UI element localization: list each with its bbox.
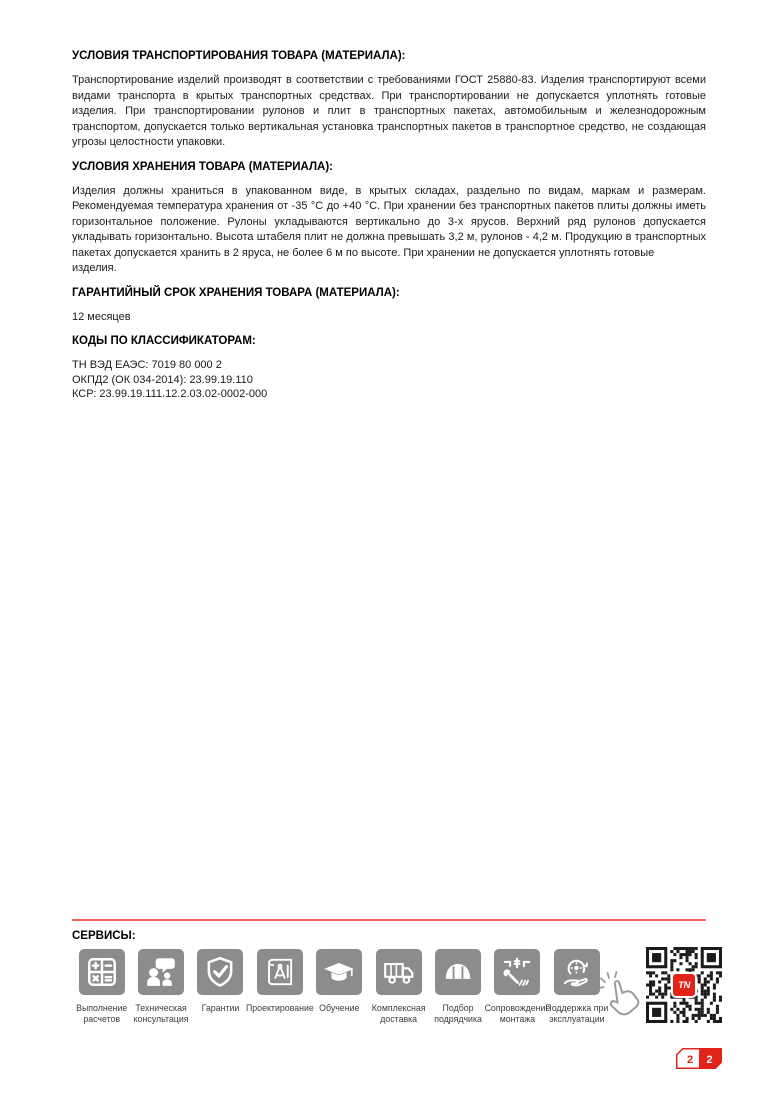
hand-cursor-icon: [599, 969, 641, 1029]
training-cap-icon: [316, 949, 362, 995]
service-label: Проектирование: [245, 1003, 314, 1013]
service-label: Комплексная доставка: [371, 1003, 426, 1024]
warranty-period-value: 12 месяцев: [72, 310, 131, 323]
services-heading: СЕРВИСЫ:: [72, 930, 136, 942]
service-label: Обучение: [319, 1003, 360, 1013]
services-row: [72, 949, 608, 1024]
warranty-shield-icon: [197, 949, 243, 995]
storage-conditions-paragraph-tail: изделия.: [72, 262, 117, 274]
section-heading-transport-conditions: УСЛОВИЯ ТРАНСПОРТИРОВАНИЯ ТОВАРА (МАТЕРИАЛА):: [72, 50, 406, 62]
delivery-truck-icon: [376, 949, 422, 995]
page-number-badge: [676, 1048, 722, 1069]
design-blueprint-icon: [257, 949, 303, 995]
tn-logo: TN: [671, 972, 697, 998]
section-heading-classifier-codes: КОДЫ ПО КЛАССИФИКАТОРАМ:: [72, 335, 256, 347]
service-label: Сопровождение монтажа: [484, 1003, 551, 1024]
services-divider-line: [72, 919, 706, 921]
page-number-current: 2: [686, 1054, 694, 1066]
section-heading-warranty-period: ГАРАНТИЙНЫЙ СРОК ХРАНЕНИЯ ТОВАРА (МАТЕРИАЛА):: [72, 286, 400, 299]
services-section: [72, 919, 722, 1024]
page-number-total: 2: [706, 1054, 713, 1066]
contractor-hardhat-icon: [435, 949, 481, 995]
document-body: [72, 50, 706, 402]
qr-code: [646, 947, 722, 1023]
installation-tools-icon: [494, 949, 540, 995]
calculator-icon: [79, 949, 125, 995]
technical-consultation-icon: [138, 949, 184, 995]
service-label: Поддержка при эксплуатации: [545, 1003, 609, 1024]
transport-conditions-paragraph: Транспортирование изделий производят в соответствии с требованиями ГОСТ 25880-83. Изделия транспортируют всеми видами транспорта в крытых транспортных средствах. При транспортировании не допускается уплотнять готовые изделия. При транспортировании рулонов и плит в транспортных пакетах, автомобильным и железнодорожным транспортом, допускается только вертикальная установка транспортных пакетов в транспортное средство, не создающая угрозы целостности упаковки.: [72, 74, 706, 148]
service-label: Техническая консультация: [133, 1003, 189, 1024]
section-heading-storage-conditions: УСЛОВИЯ ХРАНЕНИЯ ТОВАРА (МАТЕРИАЛА):: [72, 160, 333, 173]
code-ksr: КСР: 23.99.19.111.12.2.03.02-0002-000: [72, 388, 268, 400]
service-label: Выполнение расчетов: [76, 1003, 128, 1024]
code-tn-ved: ТН ВЭД ЕАЭС: 7019 80 000 2: [72, 359, 222, 371]
storage-conditions-paragraph: Изделия должны храниться в упакованном виде, в крытых складах, раздельно по видам, маркам и размерам. Рекомендуемая температура хранения от -35 °С до +40 °С. При хранении без транспортных пакетов плиты должны иметь горизонтальное положение. Рулоны укладываются вертикально до 3-х ярусов. Верхний ряд рулонов допускается укладывать горизонтально. Высота штабеля плит не должна превышать 3,2 м, рулонов - 4,2 м. Продукцию в транспортных пакетах допускается хранить в 2 яруса, не более 6 м по высоте. При хранении не допускается уплотнять готовые: [72, 184, 706, 259]
code-okpd2: ОКПД2 (ОК 034-2014): 23.99.19.110: [72, 373, 253, 386]
service-label: Подбор подрядчика: [434, 1003, 482, 1024]
classifier-codes-block: [72, 358, 706, 402]
operation-support-icon: [554, 949, 600, 995]
service-item: [545, 949, 609, 1024]
service-label: Гарантии: [201, 1003, 240, 1013]
